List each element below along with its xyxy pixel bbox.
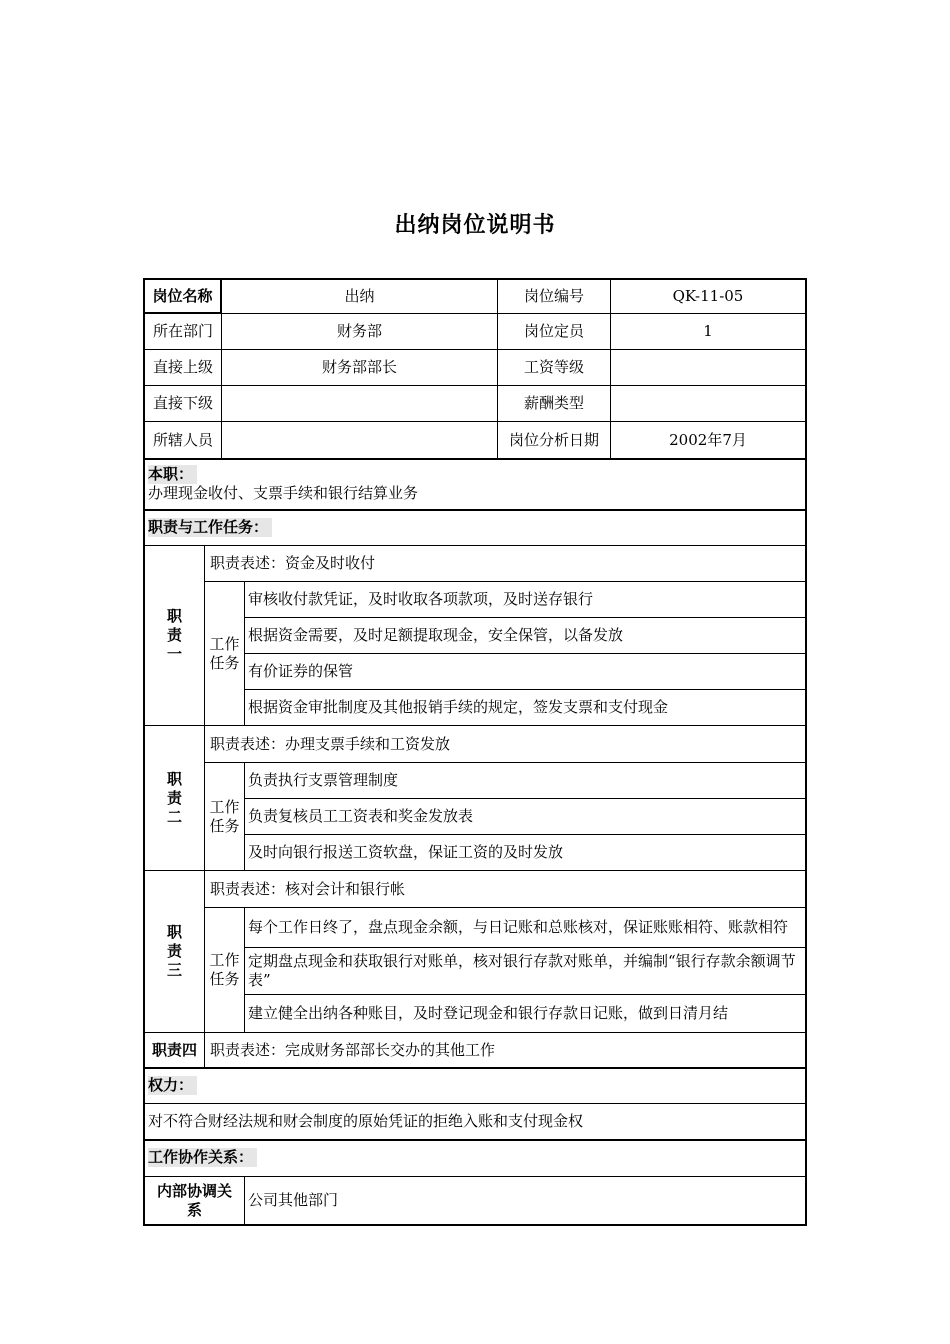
wage-level-label: 工资等级 [497, 349, 611, 386]
authority-text: 对不符合财经法规和财会制度的原始凭证的拒绝入账和支付现金权 [143, 1103, 807, 1141]
responsibility-3-task: 每个工作日终了，盘点现金余额，与日记账和总账核对，保证账账相符、账款相符 [244, 907, 807, 948]
salary-type-value [610, 385, 807, 422]
responsibility-3-task-label: 工作 任务 [204, 907, 245, 1033]
analysis-date-value: 2002年7月 [610, 421, 807, 460]
authority-header: 权力： [143, 1067, 807, 1104]
page-title: 出纳岗位说明书 [394, 213, 556, 238]
responsibility-2-task: 负责复核员工工资表和奖金发放表 [244, 798, 807, 835]
subordinate-value [221, 385, 498, 422]
responsibility-2-task-label: 工作 任务 [204, 762, 245, 871]
staff-value [221, 421, 498, 460]
headcount-label: 岗位定员 [497, 313, 611, 350]
job-description-table [143, 278, 807, 1226]
internal-coordination-value: 公司其他部门 [244, 1176, 807, 1226]
responsibility-2-label: 职 责 二 [143, 725, 205, 871]
salary-type-label: 薪酬类型 [497, 385, 611, 422]
responsibility-1-statement: 职责表述：资金及时收付 [204, 545, 807, 582]
responsibility-1-task: 审核收付款凭证，及时收取各项款项，及时送存银行 [244, 581, 807, 618]
analysis-date-label: 岗位分析日期 [497, 421, 611, 460]
internal-coordination-label: 内部协调关 系 [143, 1176, 245, 1226]
department-label: 所在部门 [143, 313, 222, 350]
responsibility-4-label: 职责四 [143, 1032, 205, 1069]
responsibility-3-statement: 职责表述：核对会计和银行帐 [204, 870, 807, 908]
duty-section-text: 办理现金收付、支票手续和银行结算业务 [148, 483, 419, 502]
responsibilities-header: 职责与工作任务： [143, 509, 807, 546]
responsibility-3-label: 职 责 三 [143, 870, 205, 1033]
responsibility-3-task: 建立健全出纳各种账目，及时登记现金和银行存款日记账，做到日清月结 [244, 994, 807, 1033]
position-code-value: QK-11-05 [610, 278, 807, 314]
responsibility-4-statement: 职责表述：完成财务部部长交办的其他工作 [204, 1032, 807, 1069]
responsibility-1-task-label: 工作 任务 [204, 581, 245, 726]
responsibility-2-statement: 职责表述：办理支票手续和工资发放 [204, 725, 807, 763]
responsibility-1-task: 根据资金需要，及时足额提取现金，安全保管，以备发放 [244, 617, 807, 654]
subordinate-label: 直接下级 [143, 385, 222, 422]
responsibility-1-task: 有价证券的保管 [244, 653, 807, 690]
responsibility-1-label: 职 责 一 [143, 545, 205, 726]
department-value: 财务部 [221, 313, 498, 350]
responsibility-2-task: 及时向银行报送工资软盘，保证工资的及时发放 [244, 834, 807, 871]
duty-section-label: 本职： [148, 465, 197, 484]
position-name-label: 岗位名称 [143, 278, 222, 314]
responsibility-2-task: 负责执行支票管理制度 [244, 762, 807, 799]
cooperation-header: 工作协作关系： [143, 1139, 807, 1177]
position-code-label: 岗位编号 [497, 278, 611, 314]
headcount-value: 1 [610, 313, 807, 350]
staff-label: 所辖人员 [143, 421, 222, 460]
responsibility-1-task: 根据资金审批制度及其他报销手续的规定，签发支票和支付现金 [244, 689, 807, 726]
superior-label: 直接上级 [143, 349, 222, 386]
wage-level-value [610, 349, 807, 386]
responsibility-3-task: 定期盘点现金和获取银行对账单，核对银行存款对账单，并编制“银行存款余额调节表” [244, 947, 807, 995]
position-name-value: 出纳 [221, 278, 498, 314]
superior-value: 财务部部长 [221, 349, 498, 386]
duty-section [143, 458, 807, 511]
